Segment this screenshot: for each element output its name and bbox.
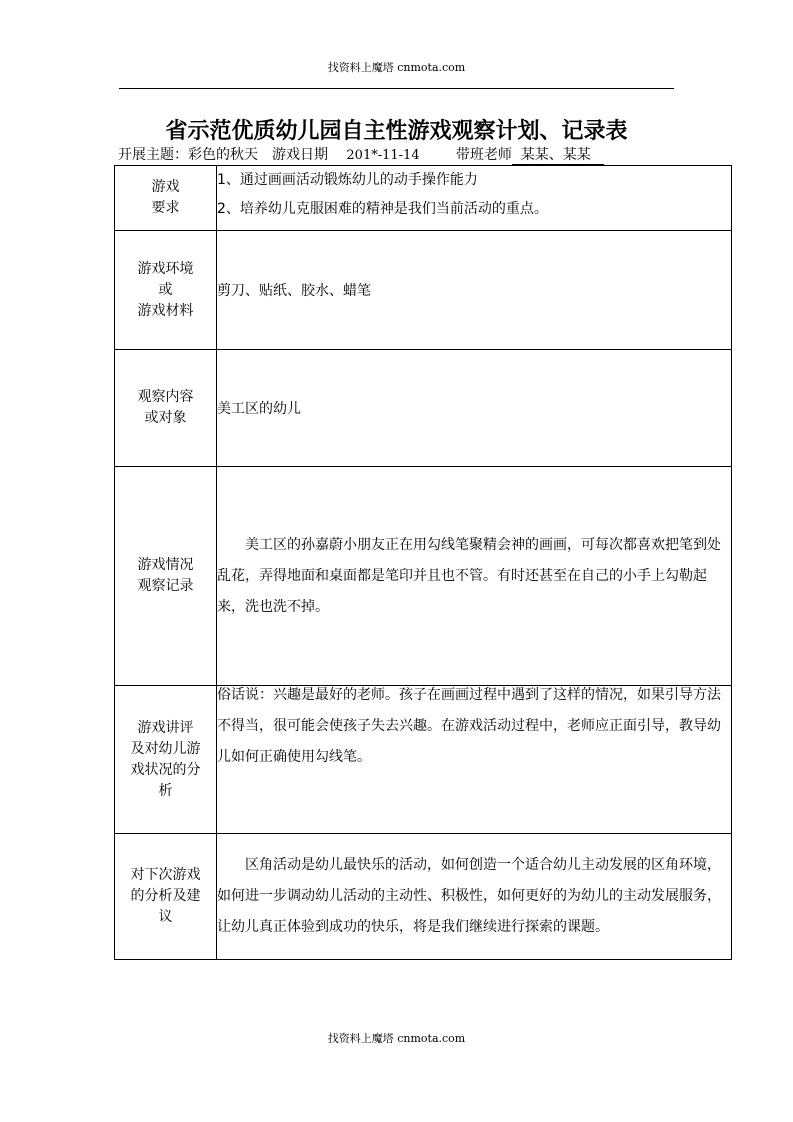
label-requirements: 游戏 要求	[115, 166, 217, 231]
label-analysis: 游戏讲评 及对幼儿游 戏状况的分 析	[115, 686, 217, 834]
theme-value: 彩色的秋天	[188, 147, 258, 163]
date-value: 201*-11-14	[334, 147, 428, 166]
date-label: 游戏日期	[272, 147, 328, 163]
page-title: 省示范优质幼儿园自主性游戏观察计划、记录表	[165, 118, 628, 144]
header-watermark: 找资料上魔塔 cnmota.com	[327, 61, 466, 74]
row-observation-target	[115, 350, 732, 467]
content-observation-target: 美工区的幼儿	[217, 350, 732, 467]
content-observation-record: 美工区的孙嘉蔚小朋友正在用勾线笔聚精会神的画画，可每次都喜欢把笔到处乱花，弄得地面和桌面都是笔印并且也不管。有时还甚至在自己的小手上勾勒起来，洗也洗不掉。	[217, 467, 732, 686]
row-analysis	[115, 686, 732, 834]
row-observation-record	[115, 467, 732, 686]
row-suggestions	[115, 834, 732, 960]
meta-line	[118, 146, 738, 166]
label-suggestions: 对下次游戏 的分析及建 议	[115, 834, 217, 960]
requirement-2: 2、培养幼儿克服困难的精神是我们当前活动的重点。	[217, 201, 548, 217]
record-table	[114, 165, 732, 960]
footer-watermark: 找资料上魔塔 cnmota.com	[327, 1032, 466, 1045]
label-observation-record: 游戏情况 观察记录	[115, 467, 217, 686]
theme-label: 开展主题：	[118, 147, 188, 163]
content-materials: 剪刀、贴纸、胶水、蜡笔	[217, 231, 732, 350]
requirement-1: 1、通过画画活动锻炼幼儿的动手操作能力	[217, 172, 478, 188]
row-materials	[115, 231, 732, 350]
label-observation-target: 观察内容 或对象	[115, 350, 217, 467]
teacher-label: 带班老师	[455, 147, 512, 163]
header-rule	[119, 88, 674, 89]
teacher-value: 某某、某某	[512, 146, 604, 165]
content-requirements	[217, 166, 732, 231]
label-materials: 游戏环境 或 游戏材料	[115, 231, 217, 350]
content-analysis: 俗话说：兴趣是最好的老师。孩子在画画过程中遇到了这样的情况，如果引导方法不得当，很可能会使孩子失去兴趣。在游戏活动过程中，老师应正面引导，教导幼儿如何正确使用勾线笔。	[217, 686, 732, 834]
content-suggestions: 区角活动是幼儿最快乐的活动，如何创造一个适合幼儿主动发展的区角环境，如何进一步调动幼儿活动的主动性、积极性，如何更好的为幼儿的主动发展服务，让幼儿真正体验到成功的快乐，将是我们继续进行探索的课题。	[217, 834, 732, 960]
row-requirements	[115, 166, 732, 231]
